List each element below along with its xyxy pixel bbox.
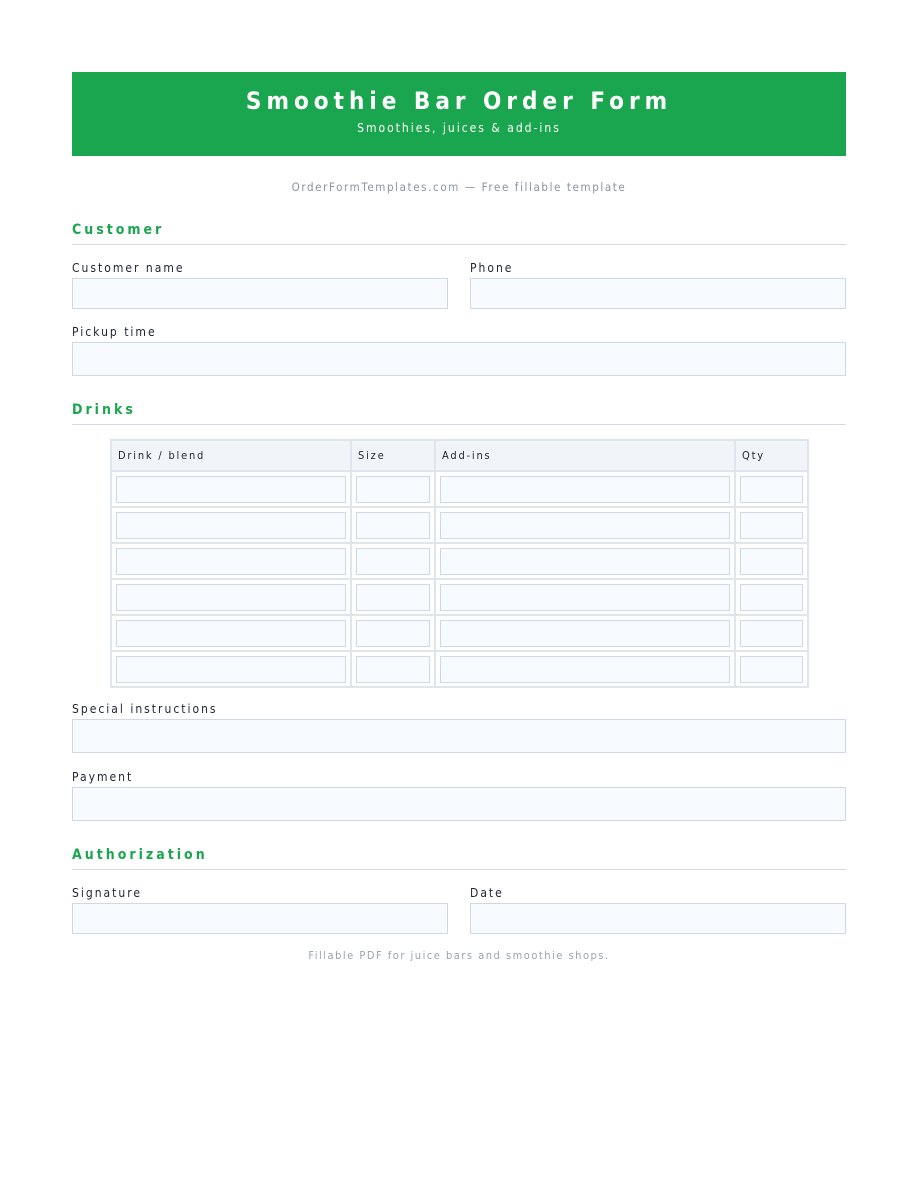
section-heading-authorization: Authorization xyxy=(72,847,846,870)
drink-cell-container xyxy=(111,579,351,615)
addins-cell-input[interactable] xyxy=(440,584,730,611)
customer-name-group xyxy=(72,261,448,309)
drinks-row xyxy=(111,579,808,615)
drink-cell-input[interactable] xyxy=(116,656,346,683)
size-cell-input[interactable] xyxy=(356,620,430,647)
addins-cell-container xyxy=(435,615,735,651)
customer-name-label: Customer name xyxy=(72,261,185,275)
addins-cell-input[interactable] xyxy=(440,656,730,683)
addins-cell-container xyxy=(435,651,735,687)
size-cell-input[interactable] xyxy=(356,512,430,539)
drinks-row xyxy=(111,471,808,507)
drink-cell-input[interactable] xyxy=(116,620,346,647)
drink-cell-container xyxy=(111,615,351,651)
section-heading-drinks: Drinks xyxy=(72,402,846,425)
pickup-time-label: Pickup time xyxy=(72,325,157,339)
payment-field[interactable] xyxy=(72,787,846,821)
qty-cell-container xyxy=(735,471,808,507)
size-cell-container xyxy=(351,507,435,543)
order-form-page xyxy=(72,72,846,962)
addins-cell-container xyxy=(435,507,735,543)
drinks-table-body xyxy=(111,471,808,687)
payment-label: Payment xyxy=(72,770,134,784)
addins-cell-container xyxy=(435,543,735,579)
signature-field[interactable] xyxy=(72,903,448,934)
drink-cell-container xyxy=(111,651,351,687)
drink-cell-input[interactable] xyxy=(116,548,346,575)
form-subtitle: Smoothies, juices & add-ins xyxy=(357,121,561,135)
column-header-qty: Qty xyxy=(735,440,808,471)
footer-note: Fillable PDF for juice bars and smoothie shops. xyxy=(308,949,610,962)
pickup-time-field[interactable] xyxy=(72,342,846,376)
addins-cell-input[interactable] xyxy=(440,548,730,575)
size-cell-container xyxy=(351,543,435,579)
customer-row xyxy=(72,261,846,309)
column-header-drink: Drink / blend xyxy=(111,440,351,471)
drink-cell-container xyxy=(111,471,351,507)
special-instructions-label: Special instructions xyxy=(72,702,218,716)
qty-cell-input[interactable] xyxy=(740,620,803,647)
phone-label: Phone xyxy=(470,261,514,275)
qty-cell-input[interactable] xyxy=(740,548,803,575)
size-cell-input[interactable] xyxy=(356,476,430,503)
column-header-size: Size xyxy=(351,440,435,471)
size-cell-input[interactable] xyxy=(356,656,430,683)
drinks-table xyxy=(110,439,809,688)
customer-name-field[interactable] xyxy=(72,278,448,309)
date-field[interactable] xyxy=(470,903,846,934)
column-header-addins: Add-ins xyxy=(435,440,735,471)
qty-cell-container xyxy=(735,651,808,687)
drinks-row xyxy=(111,507,808,543)
qty-cell-input[interactable] xyxy=(740,584,803,611)
header-banner xyxy=(72,72,846,156)
drinks-row xyxy=(111,615,808,651)
drinks-header-row xyxy=(111,440,808,471)
section-heading-customer: Customer xyxy=(72,222,846,245)
authorization-row xyxy=(72,886,846,934)
size-cell-container xyxy=(351,471,435,507)
qty-cell-container xyxy=(735,615,808,651)
drink-cell-container xyxy=(111,543,351,579)
date-label: Date xyxy=(470,886,504,900)
drinks-row xyxy=(111,651,808,687)
qty-cell-container xyxy=(735,543,808,579)
addins-cell-input[interactable] xyxy=(440,512,730,539)
qty-cell-input[interactable] xyxy=(740,512,803,539)
date-group xyxy=(470,886,846,934)
phone-group xyxy=(470,261,846,309)
size-cell-container xyxy=(351,651,435,687)
addins-cell-input[interactable] xyxy=(440,620,730,647)
size-cell-container xyxy=(351,579,435,615)
form-title: Smoothie Bar Order Form xyxy=(245,87,673,115)
drink-cell-input[interactable] xyxy=(116,476,346,503)
size-cell-input[interactable] xyxy=(356,584,430,611)
qty-cell-container xyxy=(735,507,808,543)
source-line: OrderFormTemplates.com — Free fillable template xyxy=(291,180,627,194)
addins-cell-container xyxy=(435,471,735,507)
special-instructions-field[interactable] xyxy=(72,719,846,753)
payment-group xyxy=(72,770,846,821)
drink-cell-container xyxy=(111,507,351,543)
qty-cell-input[interactable] xyxy=(740,476,803,503)
qty-cell-input[interactable] xyxy=(740,656,803,683)
signature-group xyxy=(72,886,448,934)
drinks-row xyxy=(111,543,808,579)
pickup-group xyxy=(72,325,846,376)
addins-cell-input[interactable] xyxy=(440,476,730,503)
phone-field[interactable] xyxy=(470,278,846,309)
size-cell-container xyxy=(351,615,435,651)
size-cell-input[interactable] xyxy=(356,548,430,575)
special-instructions-group xyxy=(72,702,846,753)
qty-cell-container xyxy=(735,579,808,615)
signature-label: Signature xyxy=(72,886,143,900)
addins-cell-container xyxy=(435,579,735,615)
drink-cell-input[interactable] xyxy=(116,584,346,611)
drink-cell-input[interactable] xyxy=(116,512,346,539)
